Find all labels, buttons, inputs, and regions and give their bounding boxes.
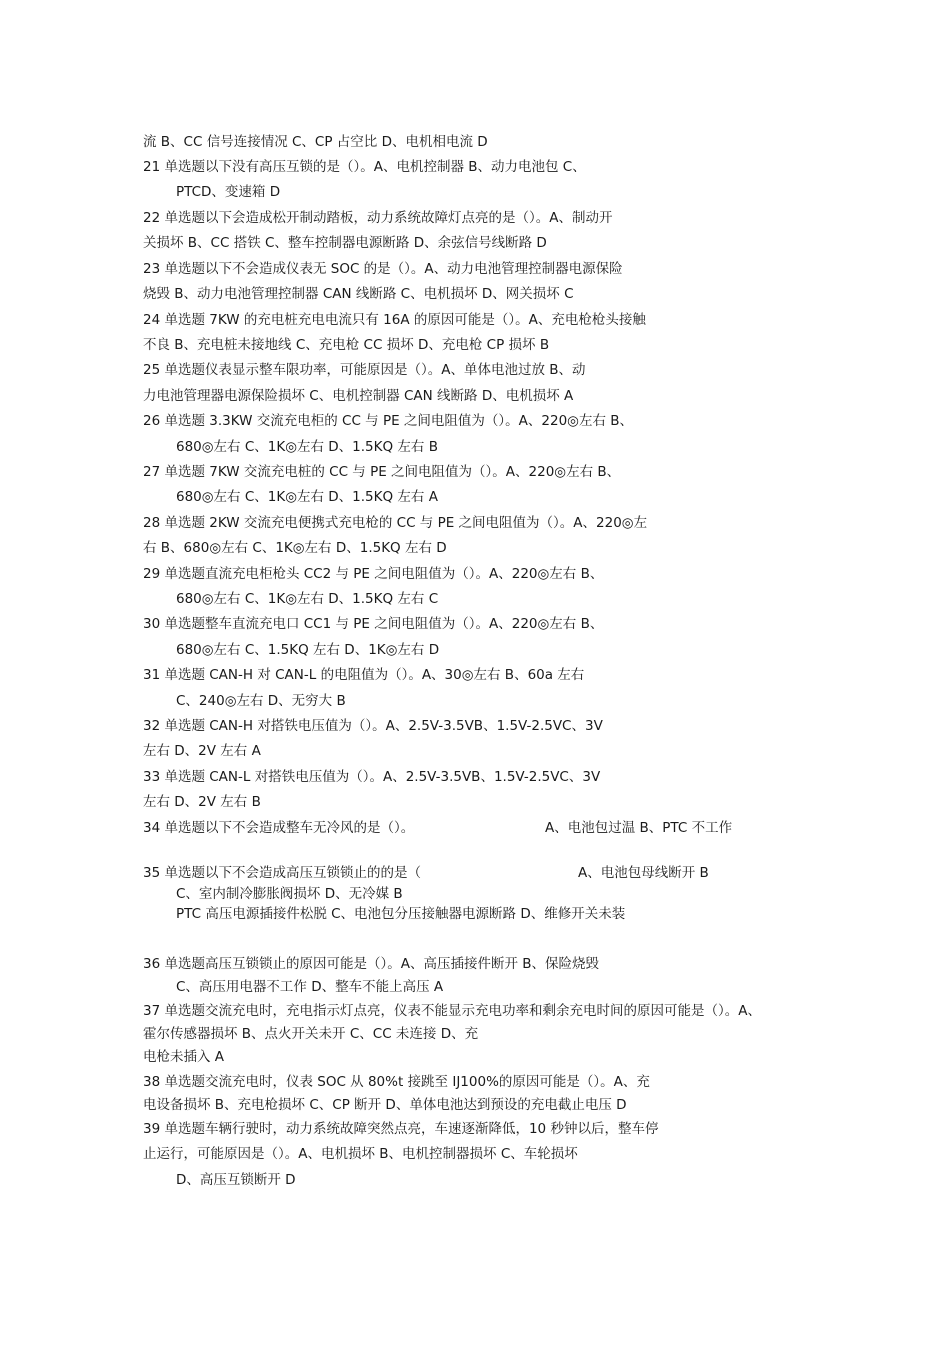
text-line: 680◎左右 C、1.5KQ 左右 D、1K◎左右 D bbox=[176, 642, 440, 658]
text-line: A、电池包母线断开 B bbox=[578, 865, 709, 881]
text-line: 关损坏 B、CC 搭铁 C、整车控制器电源断路 D、余弦信号线断路 D bbox=[143, 235, 547, 251]
text-line: 电枪未插入 A bbox=[143, 1049, 225, 1065]
text-line: 680◎左右 C、1K◎左右 D、1.5KQ 左右 A bbox=[176, 489, 438, 505]
text-line: 25 单选题仪表显示整车限功率，可能原因是（）。A、单体电池过放 B、动 bbox=[143, 362, 586, 378]
text-line: 31 单选题 CAN-H 对 CAN-L 的电阻值为（）。A、30◎左右 B、60a 左右 bbox=[143, 667, 585, 683]
text-line: 35 单选题以下不会造成高压互锁锁止的的是（ bbox=[143, 865, 421, 881]
text-line: 34 单选题以下不会造成整车无冷风的是（）。 bbox=[143, 820, 415, 836]
text-line: 27 单选题 7KW 交流充电桩的 CC 与 PE 之间电阻值为（）。A、220◎左右 B、 bbox=[143, 464, 621, 480]
text-line: 21 单选题以下没有高压互锁的是（）。A、电机控制器 B、动力电池包 C、 bbox=[143, 159, 586, 175]
text-line: 不良 B、充电桩未接地线 C、充电枪 CC 损坏 D、充电枪 CP 损坏 B bbox=[143, 337, 550, 353]
text-line: C、室内制冷膨胀阀损坏 D、无冷媒 B bbox=[176, 886, 403, 902]
text-line: 力电池管理器电源保险损坏 C、电机控制器 CAN 线断路 D、电机损坏 A bbox=[143, 388, 574, 404]
text-line: 23 单选题以下不会造成仪表无 SOC 的是（）。A、动力电池管理控制器电源保险 bbox=[143, 261, 623, 277]
text-line: 37 单选题交流充电时，充电指示灯点亮，仪表不能显示充电功率和剩余充电时间的原因可能是（）。A、 bbox=[143, 1003, 761, 1019]
text-line: 电设备损坏 B、充电枪损坏 C、CP 断开 D、单体电池达到预设的充电截止电压 D bbox=[143, 1097, 627, 1113]
text-line: A、电池包过温 B、PTC 不工作 bbox=[545, 820, 733, 836]
text-line: 左右 D、2V 左右 A bbox=[143, 743, 261, 759]
text-line: 止运行，可能原因是（）。A、电机损坏 B、电机控制器损坏 C、车轮损坏 bbox=[143, 1146, 578, 1162]
text-line: PTCD、变速箱 D bbox=[176, 184, 281, 200]
text-line: 29 单选题直流充电柜枪头 CC2 与 PE 之间电阻值为（）。A、220◎左右 B、 bbox=[143, 566, 604, 582]
text-line: 28 单选题 2KW 交流充电便携式充电枪的 CC 与 PE 之间电阻值为（）。A、220◎左 bbox=[143, 515, 648, 531]
text-line: 流 B、CC 信号连接情况 C、CP 占空比 D、电机相电流 D bbox=[143, 134, 488, 150]
text-line: 霍尔传感器损坏 B、点火开关未开 C、CC 未连接 D、充 bbox=[143, 1026, 479, 1042]
text-line: 33 单选题 CAN-L 对搭铁电压值为（）。A、2.5V-3.5VB、1.5V-2.5VC、3V bbox=[143, 769, 601, 785]
text-line: 左右 D、2V 左右 B bbox=[143, 794, 261, 810]
text-line: 22 单选题以下会造成松开制动踏板，动力系统故障灯点亮的是（）。A、制动开 bbox=[143, 210, 613, 226]
text-line: 680◎左右 C、1K◎左右 D、1.5KQ 左右 B bbox=[176, 439, 438, 455]
text-line: 24 单选题 7KW 的充电桩充电电流只有 16A 的原因可能是（）。A、充电枪枪头接触 bbox=[143, 312, 646, 328]
text-line: 39 单选题车辆行驶时，动力系统故障突然点亮，车速逐渐降低，10 秒钟以后，整车停 bbox=[143, 1121, 659, 1137]
text-line: C、240◎左右 D、无穷大 B bbox=[176, 693, 346, 709]
text-line: D、高压互锁断开 D bbox=[176, 1172, 296, 1188]
text-line: PTC 高压电源插接件松脱 C、电池包分压接触器电源断路 D、维修开关未装 bbox=[176, 906, 626, 922]
text-line: 烧毁 B、动力电池管理控制器 CAN 线断路 C、电机损坏 D、网关损坏 C bbox=[143, 286, 574, 302]
text-line: 26 单选题 3.3KW 交流充电柜的 CC 与 PE 之间电阻值为（）。A、220◎左右 B、 bbox=[143, 413, 634, 429]
text-line: 30 单选题整车直流充电口 CC1 与 PE 之间电阻值为（）。A、220◎左右 B、 bbox=[143, 616, 604, 632]
text-line: 36 单选题高压互锁锁止的原因可能是（）。A、高压插接件断开 B、保险烧毁 bbox=[143, 956, 600, 972]
text-line: 右 B、680◎左右 C、1K◎左右 D、1.5KQ 左右 D bbox=[143, 540, 447, 556]
text-line: 32 单选题 CAN-H 对搭铁电压值为（）。A、2.5V-3.5VB、1.5V-2.5VC、3V bbox=[143, 718, 603, 734]
text-line: 38 单选题交流充电时，仪表 SOC 从 80%t 接跳至 IJ100%的原因可能是（）。A、充 bbox=[143, 1074, 650, 1090]
text-line: C、高压用电器不工作 D、整车不能上高压 A bbox=[176, 979, 444, 995]
text-line: 680◎左右 C、1K◎左右 D、1.5KQ 左右 C bbox=[176, 591, 439, 607]
